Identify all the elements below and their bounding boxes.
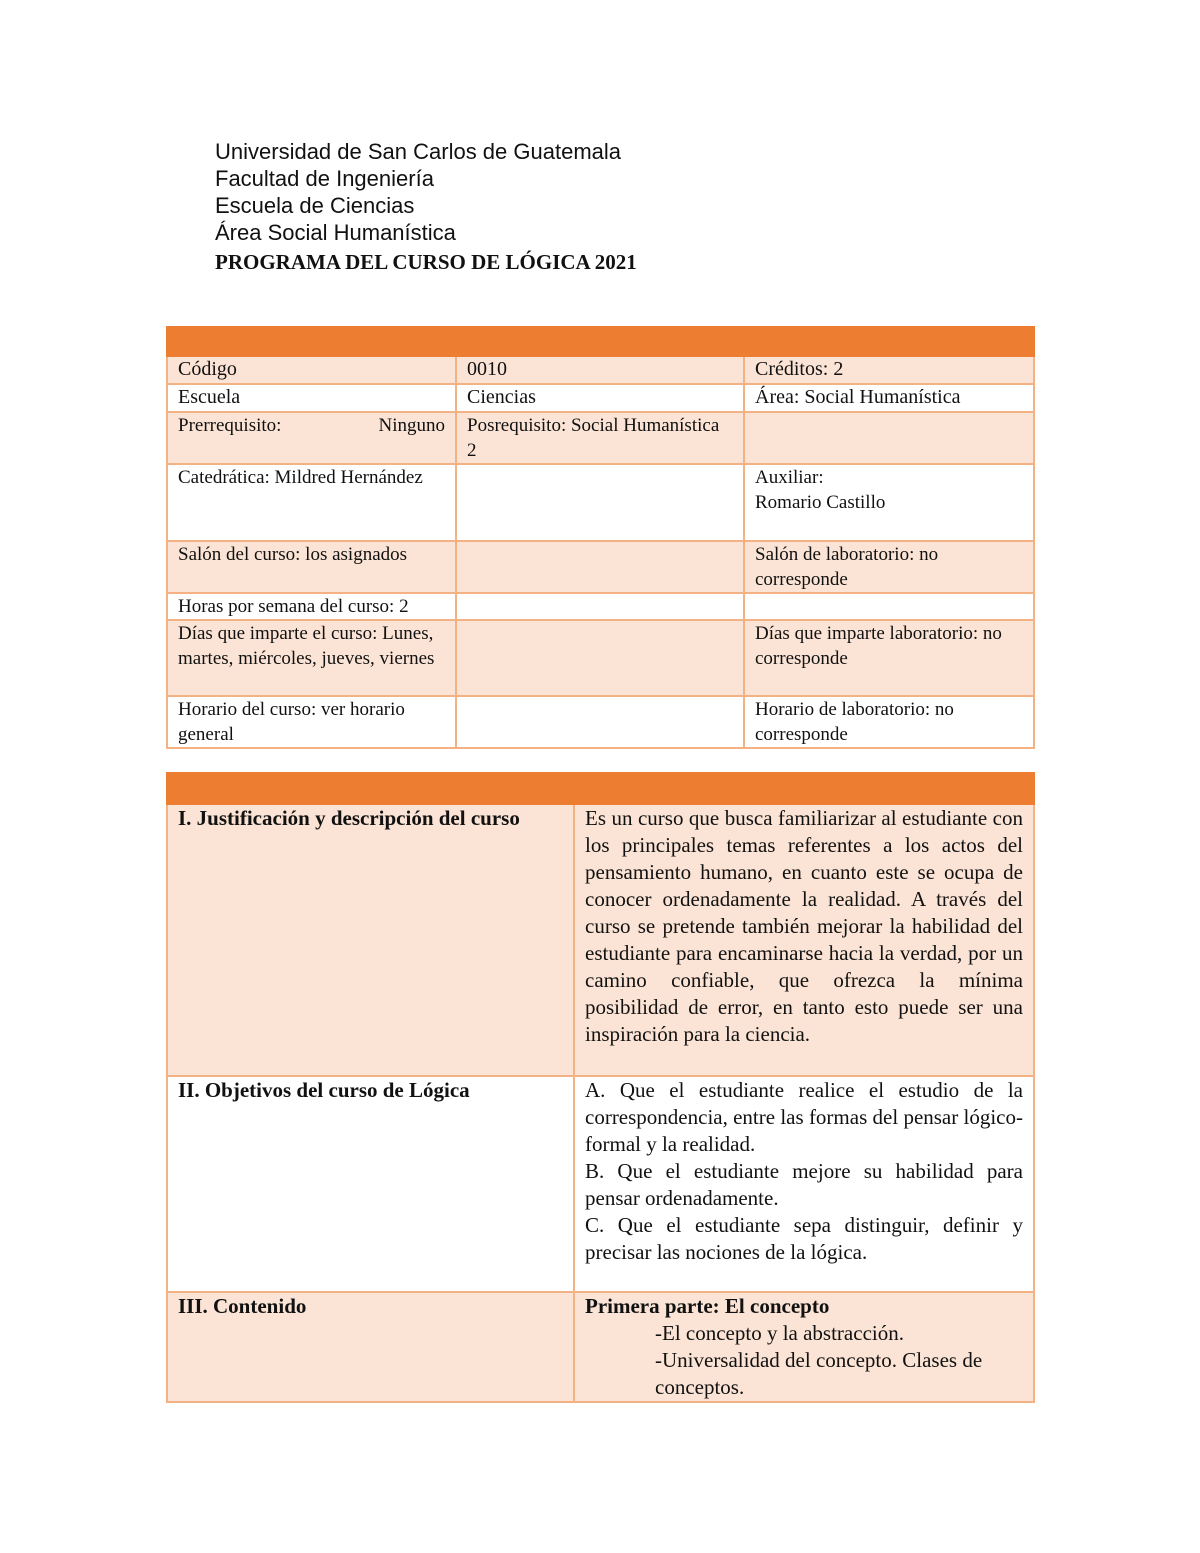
justificacion-text: Es un curso que busca familiarizar al estudiante con los principales temas referentes a los actos del pensamiento humano, en cuanto este se ocupa de conocer ordenadamente la realidad. A través del curso se pretende también mejorar la habilidad del estudiante para encaminarse hacia la verdad, por un camino confiable, que ofrezca la mínima posibilidad de error, en tanto esto puede ser una inspiración para la ciencia. <box>574 804 1034 1076</box>
horas-cell: Horas por semana del curso: 2 <box>167 593 456 620</box>
dias-lab-cell: Días que imparte laboratorio: no corresponde <box>744 620 1034 696</box>
horario-curso-cell: Horario del curso: ver horario general <box>167 696 456 748</box>
prerrequisito-label: Prerrequisito: <box>178 415 282 436</box>
posrequisito-cell: Posrequisito: Social Humanística 2 <box>456 412 744 464</box>
empty-cell <box>456 620 744 696</box>
document-header <box>215 138 637 277</box>
empty-cell <box>456 696 744 748</box>
course-content-table <box>166 772 1035 1403</box>
prerrequisito-value: Ninguno <box>378 415 445 436</box>
horario-lab-cell: Horario de laboratorio: no corresponde <box>744 696 1034 748</box>
faculty-name: Facultad de Ingeniería <box>215 166 434 191</box>
codigo-label: Código <box>167 356 456 384</box>
school-name: Escuela de Ciencias <box>215 193 415 218</box>
university-name: Universidad de San Carlos de Guatemala <box>215 139 622 164</box>
empty-cell <box>744 412 1034 464</box>
objetivo-b: B. Que el estudiante mejore su habilidad para pensar ordenadamente. <box>585 1159 1023 1210</box>
creditos-cell: Créditos: 2 <box>744 356 1034 384</box>
catedratica-cell: Catedrática: Mildred Hernández <box>167 464 456 541</box>
justificacion-label: I. Justificación y descripción del curso <box>167 804 574 1076</box>
info-table-header-bar <box>167 327 1034 356</box>
objetivo-c: C. Que el estudiante sepa distinguir, definir y precisar las nociones de la lógica. <box>585 1213 1023 1264</box>
objetivos-cell <box>574 1076 1034 1292</box>
auxiliar-cell <box>744 464 1034 541</box>
dias-curso-cell: Días que imparte el curso: Lunes, martes, miércoles, jueves, viernes <box>167 620 456 696</box>
prerrequisito-cell <box>167 412 456 464</box>
auxiliar-label: Auxiliar: <box>755 467 824 488</box>
contenido-heading: Primera parte: El concepto <box>585 1294 830 1318</box>
empty-cell <box>456 593 744 620</box>
auxiliar-value: Romario Castillo <box>755 492 886 513</box>
empty-cell <box>744 593 1034 620</box>
contenido-item: -Universalidad del concepto. Clases de conceptos. <box>655 1348 983 1399</box>
codigo-value: 0010 <box>456 356 744 384</box>
empty-cell <box>456 541 744 593</box>
empty-cell <box>456 464 744 541</box>
objetivo-a: A. Que el estudiante realice el estudio de la correspondencia, entre las formas del pensar lógico-formal y la realidad. <box>585 1078 1023 1156</box>
escuela-value: Ciencias <box>456 384 744 412</box>
contenido-label: III. Contenido <box>167 1292 574 1402</box>
objetivos-label: II. Objetivos del curso de Lógica <box>167 1076 574 1292</box>
contenido-cell <box>574 1292 1034 1402</box>
area-cell: Área: Social Humanística <box>744 384 1034 412</box>
contenido-item: -El concepto y la abstracción. <box>655 1321 904 1345</box>
course-info-table <box>166 326 1035 749</box>
area-name: Área Social Humanística <box>215 220 456 245</box>
salon-curso-cell: Salón del curso: los asignados <box>167 541 456 593</box>
content-table-header-bar <box>167 773 1034 804</box>
escuela-label: Escuela <box>167 384 456 412</box>
document-title: PROGRAMA DEL CURSO DE LÓGICA 2021 <box>215 250 637 274</box>
salon-lab-cell: Salón de laboratorio: no corresponde <box>744 541 1034 593</box>
